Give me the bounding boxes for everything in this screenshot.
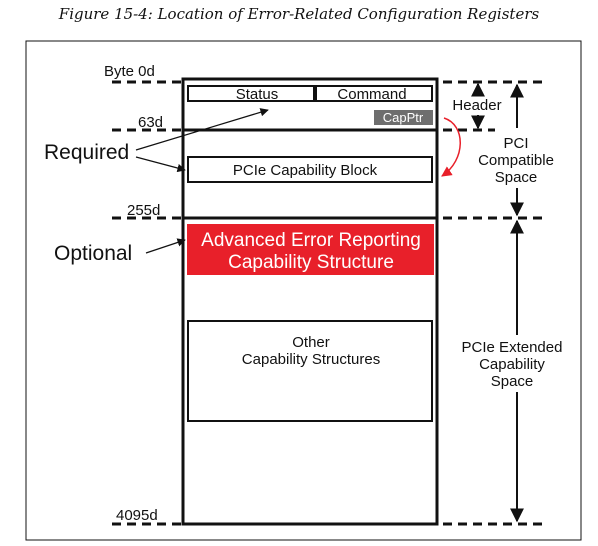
optional-label: Optional xyxy=(54,242,133,265)
command-label: Command xyxy=(337,86,407,103)
required-arrow-capblock xyxy=(136,157,185,170)
status-label: Status xyxy=(235,86,279,103)
ext-space-line3: Space xyxy=(490,373,534,390)
figure-caption: Figure 15-4: Location of Error-Related Configuration Registers xyxy=(58,5,540,23)
ext-space-line1: PCIe Extended xyxy=(461,339,563,356)
capptr-link-arrow xyxy=(442,118,460,176)
aer-label-line1: Advanced Error Reporting xyxy=(201,230,421,251)
offset-63d-label: 63d xyxy=(138,114,164,131)
pci-space-line1: PCI xyxy=(503,135,529,152)
pcie-capability-block-label: PCIe Capability Block xyxy=(232,162,378,179)
config-space-column xyxy=(183,79,437,524)
capptr-label: CapPtr xyxy=(382,110,424,125)
pci-space-line3: Space xyxy=(494,169,538,186)
other-label-line1: Other xyxy=(292,334,330,351)
pci-space-line2: Compatible xyxy=(478,152,554,169)
header-region-label: Header xyxy=(452,97,502,114)
optional-arrow-aer xyxy=(146,240,185,253)
aer-label-line2: Capability Structure xyxy=(228,252,394,273)
other-label-line2: Capability Structures xyxy=(241,351,381,368)
offset-255d-label: 255d xyxy=(127,202,161,219)
offset-4095d-label: 4095d xyxy=(116,507,158,524)
offset-byte0-label: Byte 0d xyxy=(104,63,155,80)
required-label: Required xyxy=(44,141,130,164)
ext-space-line2: Capability xyxy=(479,356,545,373)
figure-frame xyxy=(26,41,581,540)
